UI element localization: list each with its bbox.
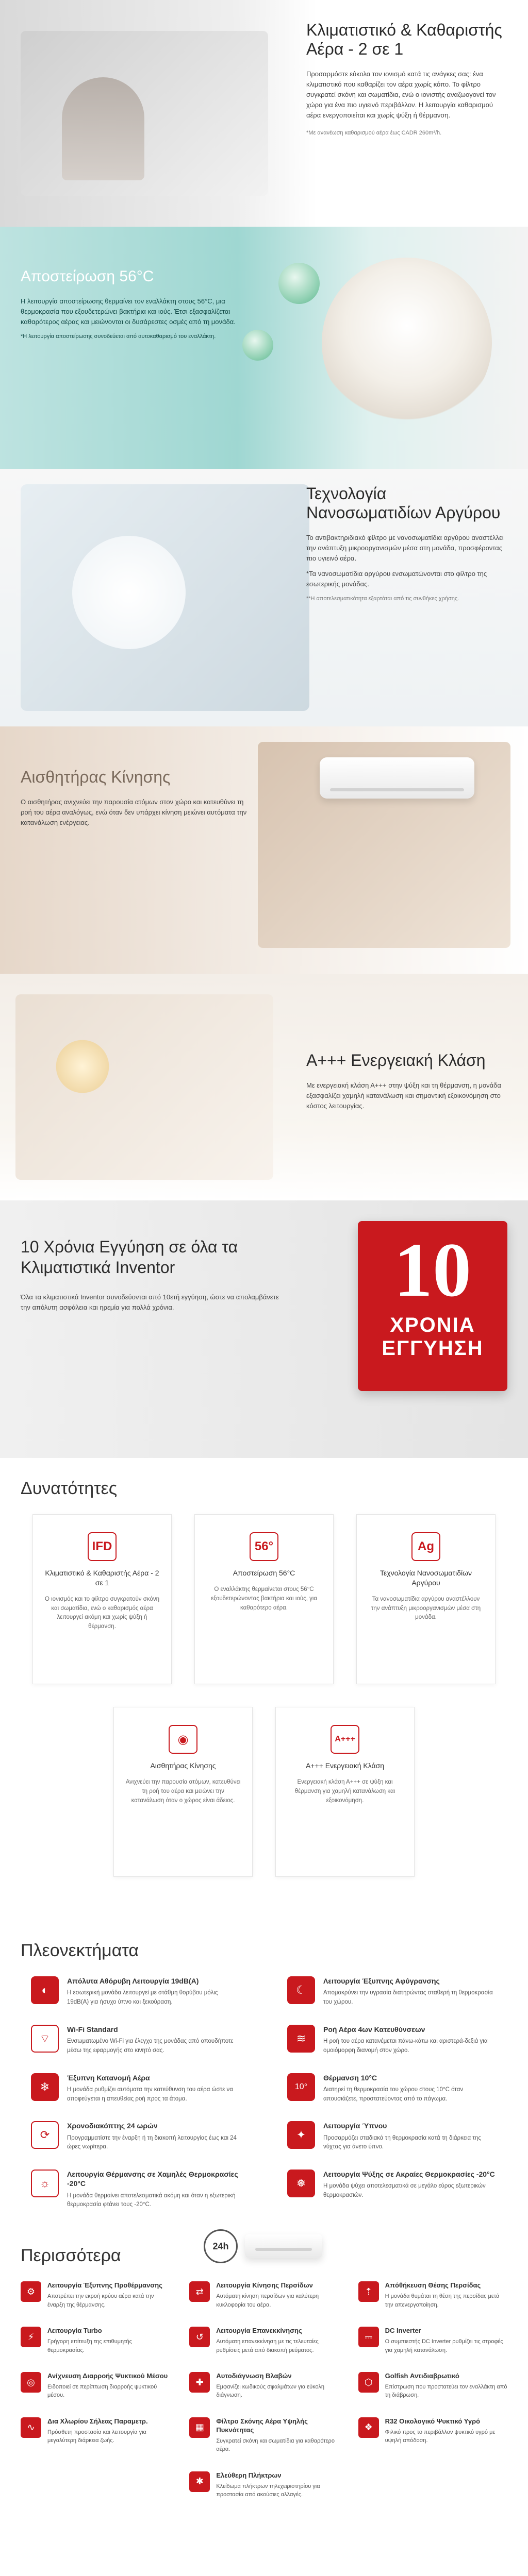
hero-paragraph: Ο αισθητήρας ανιχνεύει την παρουσία ατόμων στον χώρο και κατευθύνει τη ροή του αέρα αναλόγως, ενώ όταν δεν υπάρχει κίνηση μειώνει αυτόματα την κατανάλωση ενέργειας. <box>21 798 247 827</box>
preheat-icon: ⚙ <box>21 2281 41 2302</box>
more-item <box>189 2281 338 2309</box>
dog-image <box>322 258 492 428</box>
more-item-title: Ανίχνευση Διαρροής Ψυκτικού Μέσου <box>47 2372 168 2380</box>
advantage-text: Απομακρύνει την υγρασία διατηρώντας σταθερή τη θερμοκρασία του χώρου. <box>323 1990 493 2005</box>
ifd-icon: IFD <box>88 1532 117 1561</box>
advantage-text: Διατηρεί τη θερμοκρασία του χώρου στους 10°C όταν απουσιάζετε, προστατεύοντας από το πάγωμα. <box>323 2086 464 2102</box>
advantage-item <box>31 2170 241 2210</box>
wifi-icon: ⌔ <box>31 2025 59 2053</box>
more-item <box>189 2372 338 2400</box>
features-row <box>21 1707 507 1877</box>
more-item <box>189 2327 338 2354</box>
more-item <box>21 2327 170 2354</box>
feature-card-title: Α+++ Ενεργειακή Κλάση <box>305 1761 385 1770</box>
anticorrosion-icon: ⬡ <box>358 2372 379 2393</box>
more-item <box>358 2281 507 2309</box>
self-diagnosis-icon: ✚ <box>189 2372 210 2393</box>
advantage-item <box>287 2025 497 2056</box>
advantage-item <box>287 1976 497 2007</box>
feature-card <box>113 1707 253 1877</box>
advantage-title: Απόλυτα Αθόρυβη Λειτουργία 19dB(A) <box>67 1977 199 1985</box>
more-section <box>0 2246 528 2499</box>
motion-sensor-icon: ◉ <box>169 1725 197 1754</box>
warranty-section <box>0 1200 528 1458</box>
more-item <box>21 2372 170 2400</box>
more-item-text: Αυτόματη κίνηση περσίδων για καλύτερη κυκλοφορία του αέρα. <box>216 2293 319 2308</box>
quiet-icon: ◐ <box>31 1976 59 2004</box>
silver-icon: Ag <box>411 1532 440 1561</box>
more-item-text: Κλείδωμα πλήκτρων τηλεχειριστηρίου για προστασία από ακούσιες αλλαγές. <box>216 2483 320 2498</box>
more-item <box>189 2417 338 2454</box>
hero-energy-class <box>0 974 528 1200</box>
key-lock-icon: ✱ <box>189 2471 210 2492</box>
louver-swing-icon: ⇄ <box>189 2281 210 2302</box>
timer-24h-clock-icon: 24h <box>204 2229 238 2263</box>
more-item <box>358 2417 507 2454</box>
dc-inverter-icon: ⎓ <box>358 2327 379 2347</box>
feature-card-text: Ενεργειακή κλάση Α+++ σε ψύξη και θέρμανση για χαμηλή κατανάλωση και εξοικονόμηση. <box>294 1778 395 1804</box>
sterilization-icon: 56° <box>250 1532 278 1561</box>
advantage-title: Ροή Αέρα 4ων Κατευθύνσεων <box>323 2025 425 2033</box>
warranty-paragraph: Όλα τα κλιματιστικά Inventor συνοδεύονται από 10ετή εγγύηση, ώστε να απολαμβάνετε την απόλυτη ασφάλεια και ηρεμία για πολλά χρόνια. <box>21 1293 279 1312</box>
feature-card-text: Ο εναλλάκτης θερμαίνεται στους 56°C εξουδετερώνοντας βακτήρια και ιούς, για καθαρότερο αέρα. <box>210 1586 318 1611</box>
advantage-item <box>287 2073 497 2104</box>
advantages-title: Πλεονεκτήματα <box>21 1941 139 1960</box>
advantage-text: Προγραμματίστε την έναρξη ή τη διακοπή λειτουργίας έως και 24 ώρες νωρίτερα. <box>67 2134 237 2150</box>
more-item-text: Ειδοποιεί σε περίπτωση διαρροής ψυκτικού μέσου. <box>47 2383 157 2399</box>
hero-title: Κλιματιστικό & Καθαριστής Αέρα - 2 σε 1 <box>306 21 502 58</box>
more-item <box>358 2327 507 2354</box>
advantage-title: Έξυπνη Κατανομή Αέρα <box>67 2073 150 2082</box>
hero-paragraph: Το αντιβακτηριδιακό φίλτρο με νανοσωματίδια αργύρου αναστέλλει την ανάπτυξη μικροοργανισμών μέσα στη μονάδα, προσφέροντας πιο υγιεινό αέρα. <box>306 533 504 562</box>
hero-title: Αισθητήρας Κίνησης <box>21 768 171 786</box>
feature-card-text: Ανιχνεύει την παρουσία ατόμων, κατευθύνει τη ροή του αέρα και μειώνει την κατανάλωση όταν ο χώρος είναι άδειος. <box>125 1778 241 1804</box>
advantage-item <box>31 2073 241 2104</box>
advantage-title: Λειτουργία Ψύξης σε Ακραίες Θερμοκρασίες -20°C <box>323 2170 495 2179</box>
heating-10-icon: 10° <box>287 2073 315 2101</box>
advantage-text: Ενσωματωμένο Wi-Fi για έλεγχο της μονάδας από οπουδήποτε μέσω της εφαρμογής στο κινητό σας. <box>67 2038 234 2054</box>
more-item-text: Ο συμπιεστής DC Inverter ρυθμίζει τις στροφές για χαμηλή κατανάλωση. <box>385 2338 503 2353</box>
hero-air-purifier <box>0 0 528 227</box>
more-item-text: Πρόσθετη προστασία και λειτουργία για μεγαλύτερη διάρκεια ζωής. <box>47 2429 146 2444</box>
more-item-text: Φιλικό προς το περιβάλλον ψυκτικό υγρό με υψηλή απόδοση. <box>385 2429 496 2444</box>
warranty-title: 10 Χρόνια Εγγύηση σε όλα τα Κλιματιστικά Inventor <box>21 1238 238 1277</box>
hero-copy <box>306 484 507 608</box>
hero-sterilization <box>0 227 528 469</box>
hero-image-room <box>21 31 268 196</box>
advantage-title: Λειτουργία Έξυπνης Αφύγρανσης <box>323 1977 440 1985</box>
more-item-title: R32 Οικολογικό Ψυκτικό Υγρό <box>385 2417 481 2425</box>
more-item-title: Ελεύθερη Πλήκτρων <box>216 2471 282 2479</box>
more-item <box>358 2372 507 2400</box>
extreme-cooling-icon: ❅ <box>287 2170 315 2197</box>
dust-filter-icon: ▦ <box>189 2417 210 2438</box>
advantage-item <box>31 1976 241 2007</box>
dehumidify-icon: ☾ <box>287 1976 315 2004</box>
warranty-badge-word: ΕΓΓΥΗΣΗ <box>382 1337 484 1360</box>
more-title: Περισσότερα <box>21 2246 121 2266</box>
warranty-badge <box>358 1221 507 1391</box>
auto-restart-icon: ↺ <box>189 2327 210 2347</box>
hero-silver-nano <box>0 469 528 726</box>
hero-copy <box>306 1051 507 1116</box>
sleep-icon: ✦ <box>287 2121 315 2149</box>
wave-icon: ∿ <box>21 2417 41 2438</box>
more-item-text: Η μονάδα θυμάται τη θέση της περσίδας μετά την απενεργοποίηση. <box>385 2293 500 2308</box>
feature-card-title: Αισθητήρας Κίνησης <box>150 1761 216 1770</box>
advantage-text: Η ροή του αέρα κατανέμεται πάνω-κάτω και αριστερά-δεξιά για ομοιόμορφη διανομή στον χώρο. <box>323 2038 488 2054</box>
advantage-text: Η μονάδα ρυθμίζει αυτόματα την κατεύθυνση του αέρα ώστε να αποφεύγεται η απευθείας ροή προς τα άτομα. <box>67 2086 233 2102</box>
advantage-title: Θέρμανση 10°C <box>323 2073 377 2082</box>
more-item-title: Αυτοδιάγνωση Βλαβών <box>216 2372 292 2380</box>
hero-image-lamp <box>52 1036 113 1097</box>
more-item-title: Φίλτρο Σκόνης Αέρα Υψηλής Πυκνότητας <box>216 2417 308 2434</box>
advantage-title: Wi-Fi Standard <box>67 2025 118 2033</box>
hero-paragraph: *Τα νανοσωματίδια αργύρου ενσωματώνονται στο φίλτρο της εσωτερικής μονάδας. <box>306 570 487 588</box>
more-item-text: Συγκρατεί σκόνη και σωματίδια για καθαρότερο αέρα. <box>216 2437 335 2453</box>
more-item-text: Αποτρέπει την εκροή κρύου αέρα κατά την έναρξη της θέρμανσης. <box>47 2293 154 2308</box>
feature-card-title: Κλιματιστικό & Καθαριστής Αέρα - 2 σε 1 <box>45 1569 159 1587</box>
more-grid <box>21 2281 507 2499</box>
more-item-text: Γρήγορη επίτευξη της επιθυμητής θερμοκρασίας. <box>47 2338 132 2353</box>
hero-paragraph: Προσαρμόστε εύκολα τον ιονισμό κατά τις ανάγκες σας: ένα κλιματιστικό που καθαρίζει τον αέρα χωρίς κόπο. Το φίλτρο συγκρατεί σκόνη και σωματίδια, ενώ ο ιονιστής αναζωογονεί τον χώρο για ένα πιο υγιεινό περιβάλλον. Η λειτουργία καθαρισμού αέρα ενεργοποιείται και χωρίς ψύξη ή θέρμανση. <box>306 70 496 120</box>
timer-icon: ⟳ <box>31 2121 59 2149</box>
air-distribution-icon: ❄ <box>31 2073 59 2101</box>
more-item <box>189 2471 338 2499</box>
feature-card <box>275 1707 415 1877</box>
hero-footnote: **Η αποτελεσματικότητα εξαρτάται από τις συνθήκες χρήσης. <box>306 596 459 602</box>
hero-image-kids <box>15 994 273 1180</box>
more-item-title: Λειτουργία Turbo <box>47 2327 102 2335</box>
leak-detection-icon: ◎ <box>21 2372 41 2393</box>
hero-title: Τεχνολογία Νανοσωματιδίων Αργύρου <box>306 484 501 522</box>
advantage-text: Η μονάδα ψύχει αποτελεσματικά σε μεγάλο εύρος εξωτερικών θερμοκρασιών. <box>323 2183 486 2199</box>
warranty-copy <box>21 1236 289 1313</box>
more-item-title: Λειτουργία Επανεκκίνησης <box>216 2327 302 2335</box>
hero-title: Α+++ Ενεργειακή Κλάση <box>306 1051 486 1070</box>
advantage-title: Λειτουργία Θέρμανσης σε Χαμηλές Θερμοκρασίες -20°C <box>67 2170 238 2188</box>
features-section <box>0 1479 528 1920</box>
energy-class-icon: A+++ <box>331 1725 359 1754</box>
airflow-icon: ≋ <box>287 2025 315 2053</box>
more-item-title: Λειτουργία Έξυπνης Προθέρμανσης <box>47 2281 162 2290</box>
hero-paragraph: Με ενεργειακή κλάση Α+++ στην ψύξη και τη θέρμανση, η μονάδα εξασφαλίζει χαμηλή κατανάλωση και σημαντική εξοικονόμηση στο κόστος λειτουργίας. <box>306 1081 501 1110</box>
advantages-grid <box>31 1976 497 2210</box>
more-item <box>21 2417 170 2454</box>
ac-indoor-unit-image <box>320 757 474 799</box>
feature-card-title: Τεχνολογία Νανοσωματιδίων Αργύρου <box>380 1569 472 1587</box>
more-item-title: Λειτουργία Κίνησης Περσίδων <box>216 2281 313 2290</box>
more-item-title: DC Inverter <box>385 2327 421 2335</box>
features-row <box>21 1514 507 1684</box>
more-item-text: Εμφανίζει κωδικούς σφαλμάτων για εύκολη διάγνωση. <box>216 2383 325 2399</box>
hero-footnote: *Η λειτουργία αποστείρωσης συνοδεύεται από αυτοκαθαρισμό του εναλλάκτη. <box>21 333 216 340</box>
advantage-item <box>31 2025 241 2056</box>
feature-card-title: Αποστείρωση 56°C <box>233 1569 295 1577</box>
features-title: Δυνατότητες <box>21 1479 118 1498</box>
more-item-title: Golfish Αντιδιαβρωτικό <box>385 2372 459 2380</box>
advantage-title: Λειτουργία Ύπνου <box>323 2122 387 2130</box>
advantage-item <box>31 2121 241 2152</box>
more-item-text: Επίστρωση που προστατεύει τον εναλλάκτη από τη διάβρωση. <box>385 2383 507 2399</box>
turbo-icon: ⚡ <box>21 2327 41 2347</box>
advantage-text: Η εσωτερική μονάδα λειτουργεί με στάθμη θορύβου μόλις 19dB(A) για ήσυχο ύπνο και ξεκούραση. <box>67 1990 218 2005</box>
hero-motion-sensor <box>0 726 528 974</box>
feature-card <box>194 1514 334 1684</box>
advantage-text: Η μονάδα θερμαίνει αποτελεσματικά ακόμη και όταν η εξωτερική θερμοκρασία φτάνει τους -20°C. <box>67 2192 236 2208</box>
feature-card-text: Ο ιονισμός και το φίλτρο συγκρατούν σκόνη και σωματίδια, ενώ ο καθαρισμός αέρα λειτουργεί ακόμη και χωρίς ψύξη ή θέρμανση. <box>44 1596 159 1630</box>
louver-memory-icon: ⇡ <box>358 2281 379 2302</box>
feature-card-text: Τα νανοσωματίδια αργύρου αναστέλλουν την ανάπτυξη μικροοργανισμών μέσα στη μονάδα. <box>371 1596 481 1621</box>
hero-copy <box>306 21 507 143</box>
hero-image-towel <box>72 536 186 649</box>
advantage-title: Χρονοδιακόπτης 24 ωρών <box>67 2122 158 2130</box>
hero-copy <box>21 768 248 833</box>
r32-refrigerant-icon: ❖ <box>358 2417 379 2438</box>
more-item-text: Αυτόματη επανεκκίνηση με τις τελευταίες ρυθμίσεις μετά από διακοπή ρεύματος. <box>216 2338 319 2353</box>
hero-footnote: *Με ανανέωση καθαρισμού αέρα έως CADR 260m³/h. <box>306 130 442 137</box>
warranty-badge-word: ΧΡΟΝΙΑ <box>390 1314 475 1336</box>
advantages-section <box>0 1941 528 2251</box>
hero-copy <box>21 247 248 346</box>
advantage-item <box>287 2170 497 2210</box>
more-item-title: Δια Χλωρίου Σήλεας Παραμετρ. <box>47 2417 148 2425</box>
low-temp-heating-icon: ☼ <box>31 2170 59 2197</box>
hero-image-figure <box>62 77 144 180</box>
more-item-title: Απόθήκευση Θέσης Περσίδας <box>385 2281 481 2290</box>
leaf-bubble-icon <box>278 263 320 304</box>
advantage-item <box>287 2121 497 2152</box>
feature-card <box>356 1514 496 1684</box>
feature-card <box>32 1514 172 1684</box>
hero-paragraph: Η λειτουργία αποστείρωσης θερμαίνει τον εναλλάκτη στους 56°C, μια θερμοκρασία που εξουδετερώνει βακτήρια και ιούς. Έτσι εξασφαλίζεται καθαρότερος αέρας και μειώνονται οι δυσάρεστες οσμές από τη μονάδα. <box>21 297 236 326</box>
hero-title: Αποστείρωση 56°C <box>21 268 154 285</box>
warranty-badge-number: 10 <box>394 1227 471 1313</box>
advantage-text: Προσαρμόζει σταδιακά τη θερμοκρασία κατά τη διάρκεια της νύχτας για άνετο ύπνο. <box>323 2134 481 2150</box>
more-item <box>21 2281 170 2309</box>
